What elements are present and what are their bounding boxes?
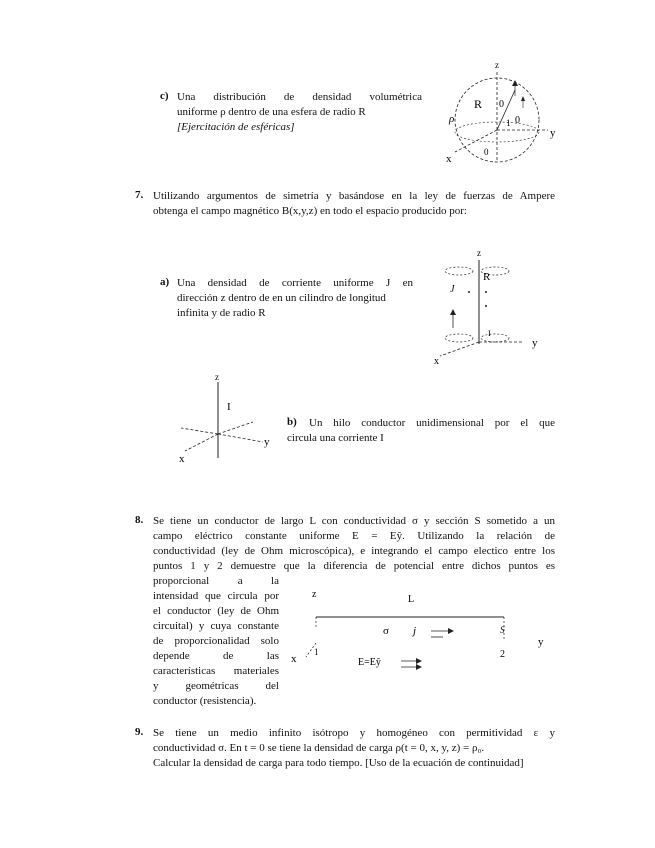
text-line: obtenga el campo magnético B(x,y,z) en todo el espacio producido por: <box>153 205 467 217</box>
text-line: [Ejercitación de esféricas] <box>177 121 295 133</box>
label-L: L <box>408 594 415 605</box>
text-line: Un hilo conductor unidimensional por el que <box>309 417 555 429</box>
problem-8-text <box>153 514 555 574</box>
text-line: depende de las <box>153 650 279 662</box>
label-sigma: σ <box>383 625 389 637</box>
text-line: dirección z dentro de en un cilindro de longitud <box>177 292 386 304</box>
axis-label-y: y <box>264 436 270 448</box>
axis-label-x: x <box>291 653 297 665</box>
axis-label-z: z <box>312 589 317 600</box>
text-line: Utilizando argumentos de simetría y basándose en la ley de fuerzas de Ampere <box>153 190 555 202</box>
axis-label-y: y <box>532 337 538 349</box>
axis-label-y: y <box>550 127 556 139</box>
axis-label-z: z <box>215 372 219 382</box>
text-line: características materiales <box>153 665 279 677</box>
problem-7-text <box>153 189 555 219</box>
text-line: conductividad (ley de Ohm microscópica), e integrando el campo electico entre los <box>153 545 555 557</box>
axis-label-y: y <box>538 636 544 648</box>
item-label: a) <box>160 276 170 288</box>
label-rho: ρ <box>449 113 455 125</box>
text-line: y geométricas del <box>153 680 279 692</box>
label-zero: 0 <box>499 99 504 110</box>
axis-label-x: x <box>446 153 452 165</box>
text-line: conductor (resistencia). <box>153 695 257 707</box>
point-label-1: 1 <box>314 647 319 657</box>
axis-label-z: z <box>477 248 481 258</box>
label-S: S <box>500 625 505 635</box>
item-label: c) <box>160 90 169 102</box>
text-line: Una densidad de corriente uniforme J en <box>177 277 413 289</box>
sphere-figure <box>440 60 570 170</box>
label-j: j <box>413 625 417 637</box>
text-line: circula una corriente I <box>287 432 384 444</box>
text-line: infinita y de radio R <box>177 307 266 319</box>
text-line: el conductor (ley de Ohm <box>153 605 279 617</box>
label-R: R <box>483 271 491 283</box>
item-label: b) <box>287 416 297 428</box>
text-line: puntos 1 y 2 demuestre que la diferencia de potencial entre dichos puntos es <box>153 560 555 572</box>
label-zero: 0 <box>484 147 489 157</box>
problem-number: 8. <box>135 514 144 526</box>
conductor-figure <box>288 585 558 675</box>
cylinder-figure <box>428 246 548 366</box>
point-label-2: 2 <box>500 649 505 660</box>
text-line: uniforme ρ dentro de una esfera de radio R <box>177 106 366 118</box>
label-I: I <box>488 329 491 338</box>
text-line: Se tiene un conductor de largo L con conductividad σ y sección S sometido a un <box>153 515 555 527</box>
problem-number: 7. <box>135 189 144 201</box>
label-J: J <box>450 284 455 295</box>
label-one: 1 <box>506 118 511 128</box>
problem-number: 9. <box>135 726 144 738</box>
text-line: campo eléctrico constante uniforme E = Eŷ. Utilizando la relación de <box>153 530 555 542</box>
problem-8-narrow-text <box>153 574 279 709</box>
text-line: intensidad que circula por <box>153 590 279 602</box>
problem-9-text <box>153 726 555 771</box>
x-axis <box>455 130 497 152</box>
text-line: circuital) y cuya constante <box>153 620 279 632</box>
label-E: E=Eŷ <box>358 657 381 668</box>
axis-label-x: x <box>434 356 439 366</box>
axis-label-x: x <box>179 453 185 465</box>
text-line: conductividad σ. En t = 0 se tiene la densidad de carga ρ(t = 0, x, y, z) = ρ₀. <box>153 742 485 754</box>
label-I: I <box>227 401 231 413</box>
axis-label-z: z <box>495 60 499 70</box>
label-zero: 0 <box>515 115 520 126</box>
text-line: proporcional a la <box>153 575 279 587</box>
text-line: Se tiene un medio infinito isótropo y homogéneo con permitividad ε y <box>153 727 555 739</box>
label-R: R <box>474 97 483 111</box>
text-line: Calcular la densidad de carga para todo tiempo. [Uso de la ecuación de continuidad] <box>153 757 524 769</box>
text-line: Una distribución de densidad volumétrica <box>177 91 422 103</box>
text-line: de proporcionalidad solo <box>153 635 279 647</box>
wire-figure <box>175 370 275 465</box>
